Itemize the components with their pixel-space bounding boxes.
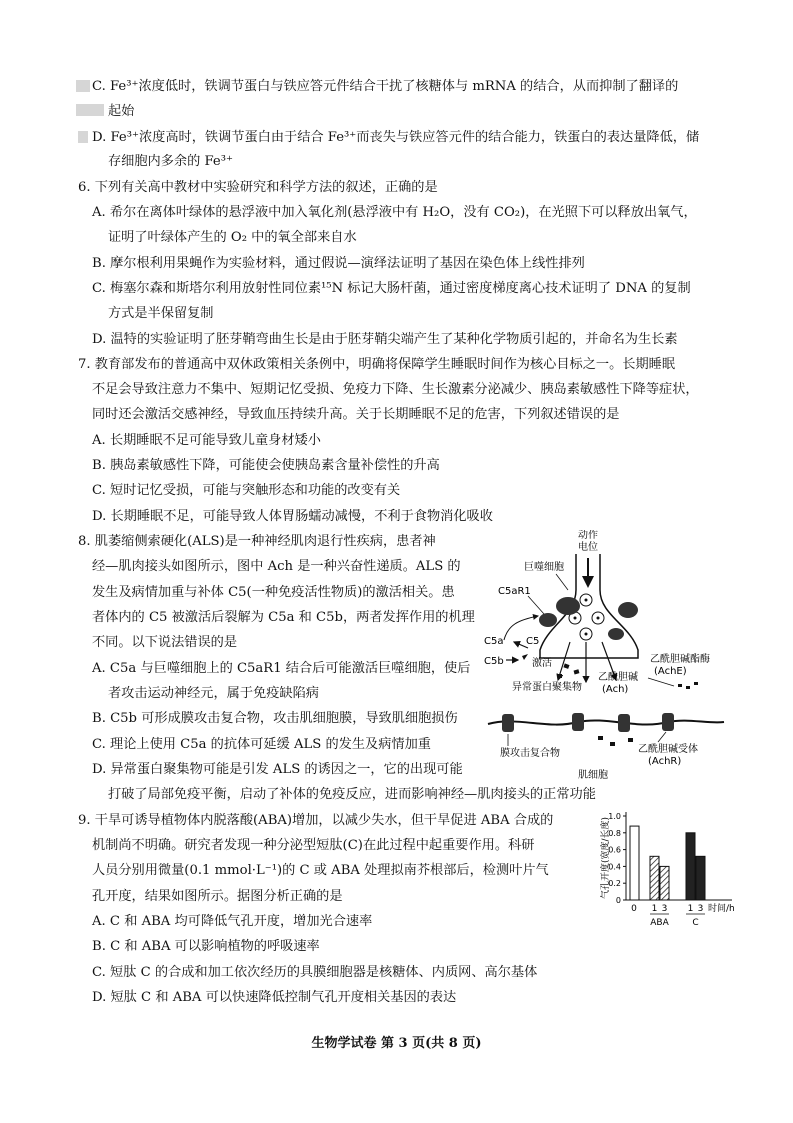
achr-label-1: 乙酰胆碱受体 <box>638 744 698 755</box>
stomatal-aperture-chart <box>600 808 760 932</box>
page-footer: 生物学试卷 第 3 页(共 8 页) <box>311 1036 482 1051</box>
text-line: D. 温特的实验证明了胚芽鞘弯曲生长是由于胚芽鞘尖端产生了某种化学物质引起的，并命名为生长素 <box>92 332 678 347</box>
text-line: 起始 <box>108 104 135 119</box>
text-line: B. 胰岛素敏感性下降，可能使会使胰岛素含量补偿性的升高 <box>92 458 440 473</box>
bar-control-0h <box>630 826 639 900</box>
muscle-membrane <box>488 720 724 724</box>
text-line: B. C 和 ABA 可以影响植物的呼吸速率 <box>92 939 320 954</box>
text-line: 8. 肌萎缩侧索硬化(ALS)是一种神经肌肉退行性疾病，患者神 <box>78 534 436 549</box>
text-line: 不足会导致注意力不集中、短期记忆受损、免疫力下降、生长激素分泌减少、胰岛素敏感性下降等症状， <box>92 382 699 397</box>
text-line: A. 希尔在离体叶绿体的悬浮液中加入氧化剂(悬浮液中有 H₂O，没有 CO₂)，在光照下可以释放出氧气， <box>92 205 697 220</box>
bar-c-1h <box>686 833 695 900</box>
bar-aba-3h <box>660 866 669 900</box>
text-line: 者体内的 C5 被激活后裂解为 C5a 和 C5b，两者发挥作用的机理 <box>92 610 475 625</box>
x-tick-label: 3 <box>697 904 704 914</box>
text-line: A. 长期睡眠不足可能导致儿童身材矮小 <box>92 433 321 448</box>
text-line: 人员分别用微量(0.1 mmol·L⁻¹)的 C 或 ABA 处理拟南芥根部后，检测叶片气 <box>92 863 549 878</box>
text-line: 经—肌肉接头如图所示，图中 Ach 是一种兴奋性递质。ALS 的 <box>92 559 461 574</box>
y-tick-label: 0.4 <box>608 862 621 872</box>
text-line: C. 理论上使用 C5a 的抗体可延缓 ALS 的发生及病情加重 <box>92 737 431 752</box>
x-tick-label: 3 <box>661 904 668 914</box>
neuromuscular-junction-diagram <box>478 530 728 780</box>
activate-label: 激活 <box>532 658 552 669</box>
text-line: A. C5a 与巨噬细胞上的 C5aR1 结合后可能激活巨噬细胞，使后 <box>92 661 471 676</box>
text-line: 9. 干旱可诱导植物体内脱落酸(ABA)增加，以减少失水，但干旱促进 ABA 合成的 <box>78 813 554 828</box>
y-tick-label: 0.8 <box>608 828 621 838</box>
ach-label-2: (Ach) <box>602 684 629 695</box>
group-label: C <box>692 918 699 928</box>
text-line: 同时还会激活交感神经，导致血压持续升高。关于长期睡眠不足的危害，下列叙述错误的是 <box>92 407 620 422</box>
text-line: 孔开度，结果如图所示。据图分析正确的是 <box>92 889 343 904</box>
x-axis-label: 时间/h <box>708 904 735 914</box>
text-line: 6. 下列有关高中教材中实验研究和科学方法的叙述，正确的是 <box>78 180 438 195</box>
bar-aba-1h <box>650 856 659 900</box>
text-line: 方式是半保留复制 <box>108 306 214 321</box>
y-tick-label: 0 <box>615 896 621 905</box>
text-line: C. 梅塞尔森和斯塔尔利用放射性同位素¹⁵N 标记大肠杆菌，通过密度梯度离心技术证明了 DNA 的复制 <box>92 281 691 296</box>
text-line: C. 短时记忆受损，可能与突触形态和功能的改变有关 <box>92 483 401 498</box>
text-line: 7. 教育部发布的普通高中双休政策相关条例中，明确将保障学生睡眠时间作为核心目标之一。长期睡眠 <box>78 357 676 372</box>
ache-label-2: (AchE) <box>654 666 687 677</box>
text-line: B. C5b 可形成膜攻击复合物，攻击肌细胞膜，导致肌细胞损伤 <box>92 711 458 726</box>
scan-artifact <box>78 131 88 143</box>
action-potential-label-1: 动作 <box>578 530 598 541</box>
text-line: A. C 和 ABA 均可降低气孔开度，增加光合速率 <box>92 914 373 929</box>
x-tick-label: 1 <box>651 904 658 914</box>
text-line: 机制尚不明确。研究者发现一种分泌型短肽(C)在此过程中起重要作用。科研 <box>92 838 535 853</box>
macrophage <box>556 597 580 615</box>
achr-label-2: (AchR) <box>648 756 682 767</box>
bar-c-3h <box>696 856 705 900</box>
y-tick-label: 1.0 <box>608 812 621 821</box>
c5a-label: C5a <box>484 636 504 647</box>
text-line: 打破了局部免疫平衡，启动了补体的免疫反应，进而影响神经—肌肉接头的正常功能 <box>108 787 596 802</box>
text-line: D. 短肽 C 和 ABA 可以快速降低控制气孔开度相关基因的表达 <box>92 990 457 1005</box>
aggregate-label: 异常蛋白聚集物 <box>512 682 582 693</box>
y-tick-label: 0.6 <box>608 845 621 855</box>
action-potential-label-2: 电位 <box>578 542 598 553</box>
text-line: 存细胞内多余的 Fe³⁺ <box>108 154 233 169</box>
ach-label-1: 乙酰胆碱 <box>598 672 638 683</box>
scan-artifact <box>76 80 90 92</box>
text-line: C. 短肽 C 的合成和加工依次经历的具膜细胞器是核糖体、内质网、高尔基体 <box>92 965 538 980</box>
c5b-label: C5b <box>484 656 504 667</box>
y-axis-label: 气孔开度(宽度/长度) <box>601 816 611 900</box>
text-line: C. Fe³⁺浓度低时，铁调节蛋白与铁应答元件结合干扰了核糖体与 mRNA 的结合，从而抑制了翻译的 <box>92 79 679 94</box>
text-line: 发生及病情加重与补体 C5(一种免疫活性物质)的激活相关。患 <box>92 585 455 600</box>
muscle-cell-label: 肌细胞 <box>578 770 608 780</box>
x-tick-label: 0 <box>631 904 637 914</box>
mac-label: 膜攻击复合物 <box>500 748 560 759</box>
c5-label: C5 <box>526 636 540 647</box>
text-line: 者攻击运动神经元，属于免疫缺陷病 <box>108 686 319 701</box>
text-line: 证明了叶绿体产生的 O₂ 中的氧全部来自水 <box>108 230 357 245</box>
y-tick-label: 0.2 <box>608 879 621 889</box>
text-line: D. 长期睡眠不足，可能导致人体胃肠蠕动减慢，不利于食物消化吸收 <box>92 509 493 524</box>
macrophage-label: 巨噬细胞 <box>524 562 564 573</box>
x-tick-label: 1 <box>687 904 694 914</box>
group-label: ABA <box>650 918 669 928</box>
text-line: 不同。以下说法错误的是 <box>92 635 238 650</box>
c5ar1-label: C5aR1 <box>498 586 531 597</box>
scan-artifact <box>76 104 104 116</box>
text-line: D. Fe³⁺浓度高时，铁调节蛋白由于结合 Fe³⁺而丧失与铁应答元件的结合能力，铁蛋白的表达量降低，储 <box>92 130 700 145</box>
text-line: B. 摩尔根利用果蝇作为实验材料，通过假说—演绎法证明了基因在染色体上线性排列 <box>92 256 585 271</box>
text-line: D. 异常蛋白聚集物可能是引发 ALS 的诱因之一，它的出现可能 <box>92 762 463 777</box>
ache-label-1: 乙酰胆碱酯酶 <box>650 654 710 665</box>
